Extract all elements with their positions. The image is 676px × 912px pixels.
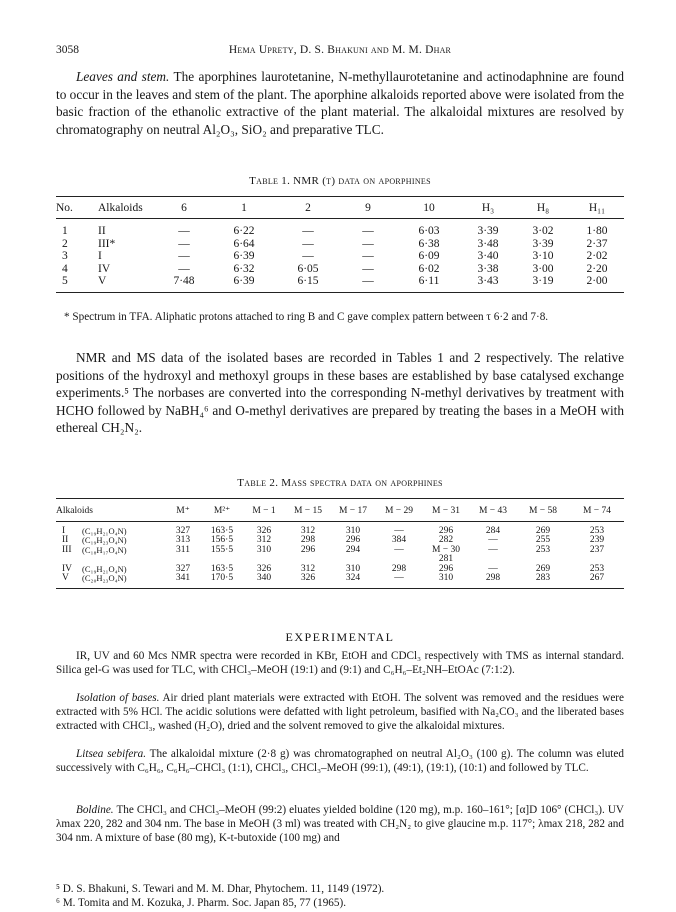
table-cell: 2·20 bbox=[586, 262, 608, 275]
paragraph-body: The CHCl₃ and CHCl₃–MeOH (99:2) eluates yielded boldine (120 mg), m.p. 160–161°; [α]D 106° (CHCl₃). UV λmax 220, 282 and 304 nm. The base in MeOH (3 ml) was treated with CH₂N₂ to give glaucine m.p. 117°; λmax 218, 282 and 304 nm. A mixture of base (80 mg), K-t-butoxide (100 mg) and bbox=[56, 804, 624, 844]
table-cell: — bbox=[338, 275, 398, 292]
table-cell: (C₁₉H₂₁O₄N) bbox=[82, 526, 127, 536]
col-header: M − 58 bbox=[516, 499, 570, 522]
table-cell: V bbox=[56, 574, 82, 589]
table-cell: IV bbox=[62, 563, 73, 574]
table-cell: 3·38 bbox=[477, 262, 499, 275]
table-cell: — bbox=[376, 574, 422, 589]
table-cell: 384 bbox=[391, 535, 407, 546]
table-cell: 326 bbox=[286, 574, 330, 589]
table-header-row bbox=[56, 197, 624, 219]
table-cell: III bbox=[62, 544, 72, 555]
table-cell: 6·22 bbox=[233, 225, 255, 237]
table-cell: 6·02 bbox=[418, 262, 440, 275]
table-cell: 3·43 bbox=[460, 275, 516, 292]
table-cell: 296 bbox=[345, 535, 361, 546]
table-cell: 3·00 bbox=[532, 262, 554, 275]
table-cell: 6·15 bbox=[278, 275, 338, 292]
col-header: 2 bbox=[278, 197, 338, 219]
table-cell: 2·02 bbox=[586, 250, 608, 263]
table-cell: — bbox=[488, 535, 498, 546]
table-cell: 284 bbox=[485, 526, 501, 536]
nmr-ms-paragraph: NMR and MS data of the isolated bases are recorded in Tables 1 and 2 respectively. The relative positions of the hydroxyl and methoxyl groups in these bases are established by base catalysed exchange experiments.⁵ The norbases are converted into the corresponding N-methyl derivatives by treatment with HCHO followed by NaBH₄⁶ and O-methyl derivatives are prepared by treating the bases in a MeOH with ethereal CH₂N₂. bbox=[56, 350, 624, 436]
table-cell: 3·10 bbox=[532, 250, 554, 263]
table-cell: 281 bbox=[438, 554, 454, 565]
table-cell: 311 bbox=[176, 544, 190, 555]
col-header: 6 bbox=[158, 197, 210, 219]
paragraph-lead: Boldine. bbox=[76, 804, 114, 816]
table-cell: — bbox=[178, 262, 190, 275]
col-header: M − 29 bbox=[376, 499, 422, 522]
table-cell: 4 bbox=[62, 262, 68, 275]
col-header: H₈ bbox=[516, 197, 570, 219]
paragraph-lead: Isolation of bases. bbox=[76, 692, 160, 704]
col-header: M − 43 bbox=[470, 499, 516, 522]
table-cell: 6·32 bbox=[233, 262, 255, 275]
isolation-paragraph bbox=[56, 692, 624, 733]
col-header: 1 bbox=[210, 197, 278, 219]
running-header bbox=[56, 44, 624, 60]
table-cell: 310 bbox=[345, 526, 361, 536]
table-cell: 255 bbox=[535, 535, 551, 546]
col-header: Alkaloids bbox=[98, 197, 158, 219]
table-cell: 6·39 bbox=[233, 250, 255, 263]
table-row bbox=[56, 263, 624, 276]
paragraph-body: The alkaloidal mixture (2·8 g) was chromatographed on neutral Al₂O₃ (100 g). The column was eluted successively with C₆H₆, C₆H₆–CHCl₃ (1:1), CHCl₃, CHCl₃–MeOH (99:1), (49:1), (19:1), (10:1) and followed by TLC. bbox=[56, 748, 624, 774]
table-cell: 294 bbox=[345, 544, 361, 555]
table-cell: (C₁₉H₂₁O₄N) bbox=[82, 563, 127, 574]
table-cell: 310 bbox=[422, 574, 470, 589]
table-cell: 239 bbox=[589, 535, 605, 546]
col-header: M²⁺ bbox=[202, 499, 242, 522]
table-cell: 6·64 bbox=[233, 237, 255, 250]
table-cell: IV bbox=[98, 262, 111, 275]
col-header: Alkaloids bbox=[56, 499, 164, 522]
table-row bbox=[56, 275, 624, 292]
col-header: H₃ bbox=[460, 197, 516, 219]
col-header: 10 bbox=[398, 197, 460, 219]
col-header: 9 bbox=[338, 197, 398, 219]
table-cell: 3·40 bbox=[477, 250, 499, 263]
table-cell: 170·5 bbox=[202, 574, 242, 589]
table-cell: 6·11 bbox=[398, 275, 460, 292]
table-cell: 1 bbox=[62, 225, 68, 237]
table-cell: 3·39 bbox=[532, 237, 554, 250]
table-cell: 6·05 bbox=[297, 262, 319, 275]
table-row bbox=[56, 238, 624, 251]
col-header: M⁺ bbox=[164, 499, 202, 522]
table-cell: 327 bbox=[175, 563, 191, 574]
table-cell: 298 bbox=[470, 574, 516, 589]
table-cell: 310 bbox=[345, 563, 361, 574]
table-cell: 310 bbox=[256, 544, 272, 555]
table-cell: 296 bbox=[300, 544, 316, 555]
table-cell: 298 bbox=[300, 535, 316, 546]
table-cell: 6·39 bbox=[210, 275, 278, 292]
table-cell: 253 bbox=[535, 544, 551, 555]
table-cell: 296 bbox=[438, 526, 454, 536]
table-cell: (C₁₉H₂₃O₄N) bbox=[82, 535, 127, 546]
table-cell: 296 bbox=[438, 563, 454, 574]
table-cell: 283 bbox=[516, 574, 570, 589]
page-number: 3058 bbox=[56, 44, 79, 56]
table-cell: 3·19 bbox=[516, 275, 570, 292]
footnote-references bbox=[56, 883, 624, 910]
table-cell: 237 bbox=[589, 544, 605, 555]
table-cell: 313 bbox=[175, 535, 191, 546]
col-header: M − 15 bbox=[286, 499, 330, 522]
table-row bbox=[56, 522, 624, 537]
experimental-paragraph: IR, UV and 60 Mcs NMR spectra were recorded in KBr, EtOH and CDCl₃ respectively with TMS as internal standard. Silica gel-G was used for TLC, with CHCl₃–MeOH (19:1) and (9:1) and C₆H₆–Et₂NH–EtOAc (7:1:2). bbox=[56, 650, 624, 676]
table-cell: 6·03 bbox=[418, 225, 440, 237]
table-cell: — bbox=[178, 237, 190, 250]
table-cell: 163·5 bbox=[210, 563, 234, 574]
table-cell: III* bbox=[98, 237, 116, 250]
table-cell: — bbox=[394, 526, 404, 536]
table-cell: 312 bbox=[300, 526, 316, 536]
table-cell: M − 30 bbox=[431, 544, 461, 555]
col-header: H₁₁ bbox=[570, 197, 624, 219]
table-cell: — bbox=[362, 250, 374, 263]
table-cell: 269 bbox=[535, 526, 551, 536]
table-row bbox=[56, 546, 624, 555]
table-cell: 326 bbox=[256, 563, 272, 574]
reference-item: ⁵ D. S. Bhakuni, S. Tewari and M. M. Dhar, Phytochem. 11, 1149 (1972). bbox=[56, 883, 385, 895]
col-header: M − 31 bbox=[422, 499, 470, 522]
table-cell: (C₁₈H₁₇O₄N) bbox=[82, 544, 127, 555]
table-cell: 6·38 bbox=[418, 237, 440, 250]
table-cell: 2·37 bbox=[586, 237, 608, 250]
col-header: No. bbox=[56, 197, 98, 219]
table-cell: — bbox=[488, 544, 498, 555]
reference-item: ⁶ M. Tomita and M. Kozuka, J. Pharm. Soc. Japan 85, 77 (1965). bbox=[56, 896, 347, 909]
table-cell: — bbox=[302, 225, 314, 237]
table-cell: 253 bbox=[589, 563, 605, 574]
table-cell: 2 bbox=[62, 237, 68, 250]
table-cell: 3·02 bbox=[532, 225, 554, 237]
table-cell: 282 bbox=[438, 535, 454, 546]
table-cell: 5 bbox=[56, 275, 98, 292]
boldine-paragraph bbox=[56, 804, 624, 845]
table-cell: 298 bbox=[391, 563, 407, 574]
running-authors: Hema Uprety, D. S. Bhakuni and M. M. Dhar bbox=[228, 44, 452, 56]
paragraph-body: Air dried plant materials were extracted with EtOH. The solvent was removed and the residues were extracted with 5% HCl. The acidic solutions were defatted with light petroleum, basified with Na₂CO₃ and the liberated bases extracted with CHCl₃, washed (H₂O), dried and the solvent removed to give the alkaloidal mixtures. bbox=[56, 692, 624, 732]
table-cell: — bbox=[178, 250, 190, 263]
table-cell: 3·48 bbox=[477, 237, 499, 250]
table-cell: II bbox=[62, 535, 69, 546]
table-row bbox=[56, 574, 624, 589]
nmr-table bbox=[56, 196, 624, 293]
table-cell: 324 bbox=[330, 574, 376, 589]
col-header: M − 74 bbox=[570, 499, 624, 522]
table-cell: 341 bbox=[164, 574, 202, 589]
table1-footnote: * Spectrum in TFA. Aliphatic protons attached to ring B and C gave complex pattern between τ 6·2 and 7·8. bbox=[64, 311, 549, 323]
paragraph-body: The aporphines laurotetanine, N-methyllaurotetanine and actinodaphnine are found to occur in the leaves and stem of the plant. The aporphine alkaloids reported above were isolated from the basic fraction of the ethanolic extractive of the plant material. The alkaloidal mixtures are resolved by chromatography on neutral Al₂O₃, SiO₂ and preparative TLC. bbox=[56, 69, 625, 137]
paragraph-lead: Litsea sebifera. bbox=[76, 748, 147, 760]
table-cell: — bbox=[362, 262, 374, 275]
table-cell: 312 bbox=[256, 535, 272, 546]
table-cell: 253 bbox=[589, 526, 605, 536]
table-cell: 3 bbox=[62, 250, 68, 263]
table-cell: — bbox=[362, 237, 374, 250]
experimental-heading: EXPERIMENTAL bbox=[285, 630, 395, 644]
table-cell: — bbox=[178, 225, 190, 237]
table2-caption: Table 2. Mass spectra data on aporphines bbox=[237, 477, 443, 489]
col-header: M − 17 bbox=[330, 499, 376, 522]
table-cell: 269 bbox=[535, 563, 551, 574]
table-cell: 155·5 bbox=[210, 544, 234, 555]
table-cell: — bbox=[362, 225, 374, 237]
table-row bbox=[56, 219, 624, 238]
paragraph-lead: Leaves and stem. bbox=[76, 69, 170, 84]
table-cell: — bbox=[394, 544, 404, 555]
table-cell: 340 bbox=[242, 574, 286, 589]
table-cell: — bbox=[488, 563, 498, 574]
table-cell: II bbox=[98, 225, 106, 237]
table-cell: 326 bbox=[256, 526, 272, 536]
table-cell: 7·48 bbox=[158, 275, 210, 292]
table-cell: 267 bbox=[570, 574, 624, 589]
table-cell: — bbox=[302, 250, 314, 263]
table-cell: I bbox=[62, 526, 66, 536]
table-cell: 163·5 bbox=[210, 526, 234, 536]
table-cell: 156·5 bbox=[210, 535, 234, 546]
table-cell: V bbox=[98, 275, 158, 292]
table-row bbox=[56, 250, 624, 263]
table1-caption: Table 1. NMR (τ) data on aporphines bbox=[249, 175, 431, 187]
table-cell: I bbox=[98, 250, 102, 263]
table-cell: 6·09 bbox=[418, 250, 440, 263]
litsea-paragraph bbox=[56, 748, 624, 776]
table-cell: 2·00 bbox=[570, 275, 624, 292]
leaves-and-stem-paragraph bbox=[56, 68, 624, 138]
table-cell: (C₂₀H₂₃O₄N) bbox=[82, 574, 164, 589]
mass-spectra-table bbox=[56, 498, 624, 589]
table-cell: 3·39 bbox=[477, 225, 499, 237]
table-cell: 312 bbox=[300, 563, 316, 574]
table-cell: — bbox=[302, 237, 314, 250]
table-header-row bbox=[56, 499, 624, 522]
table-cell: 1·80 bbox=[586, 225, 608, 237]
table-cell: 327 bbox=[175, 526, 191, 536]
col-header: M − 1 bbox=[242, 499, 286, 522]
